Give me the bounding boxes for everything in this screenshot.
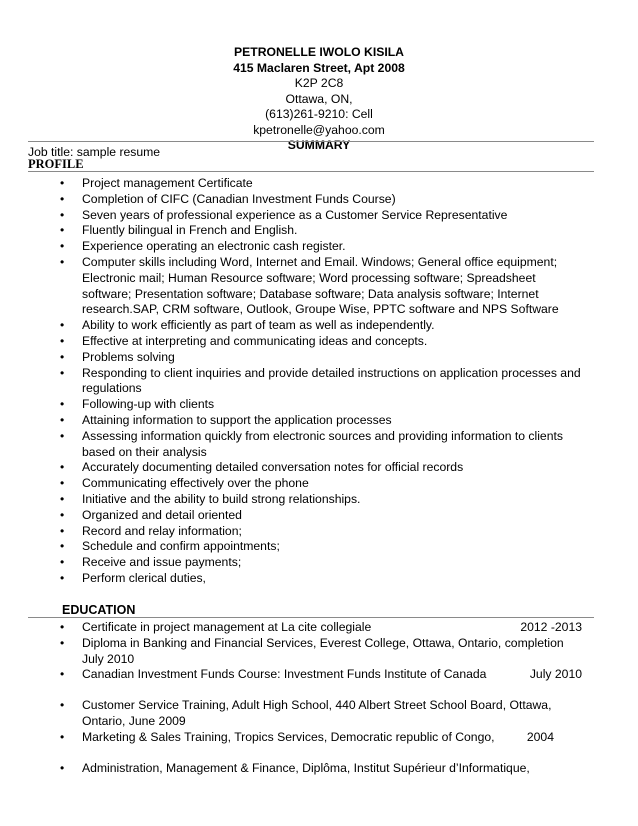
- bullet-icon: •: [60, 428, 65, 443]
- resume-header: [0, 45, 638, 154]
- summary-heading: SUMMARY: [287, 138, 351, 152]
- list-item: • Following-up with clients: [60, 397, 215, 412]
- bullet-icon: •: [60, 760, 65, 775]
- list-item: • Seven years of professional experience as a Customer Service Representative: [60, 207, 508, 222]
- list-item: • Accurately documenting detailed conversation notes for official records: [60, 460, 464, 475]
- list-item: • Attaining information to support the application processes: [60, 412, 392, 427]
- list-item: • 2012 -2013 Certificate in project management at La cite collegiale: [60, 620, 582, 634]
- list-item: • Diploma in Banking and Financial Services, Everest College, Ottawa, Ontario, completion July 2010: [60, 635, 564, 666]
- list-item: • Experience operating an electronic cash register.: [60, 239, 346, 254]
- bullet-icon: •: [60, 635, 65, 650]
- list-item: • Perform clerical duties,: [60, 570, 206, 585]
- bullet-icon: •: [60, 191, 65, 206]
- bullet-icon: •: [60, 476, 65, 491]
- list-item: • Computer skills including Word, Internet and Email. Windows; General office equipment; Electronic mail; Human Resource software; Word processing software; Spreadsheet software; Presentation software; Database software; Data analysis software; Internet research.SAP, CRM software, Outlook, Groupe Wise, PPTC software and NPS Software: [60, 254, 559, 317]
- list-item: • Ability to work efficiently as part of team as well as independently.: [60, 318, 435, 333]
- education-year: 2004: [526, 729, 554, 744]
- bullet-icon: •: [60, 491, 65, 506]
- list-item: • Responding to client inquiries and provide detailed instructions on application processes and regulations: [60, 365, 581, 396]
- bullet-icon: •: [60, 412, 65, 427]
- bullet-icon: •: [60, 365, 65, 380]
- list-item: • Record and relay information;: [60, 523, 242, 538]
- list-item: • Problems solving: [60, 349, 175, 364]
- list-item: • July 2010 Canadian Investment Funds Course: Investment Funds Institute of Canada: [60, 667, 582, 682]
- postal-code: K2P 2C8: [294, 76, 344, 90]
- list-item: • Customer Service Training, Adult High School, 440 Albert Street School Board, Ottawa, Ontario, June 2009: [60, 698, 552, 728]
- bullet-icon: •: [60, 349, 65, 364]
- bullet-icon: •: [60, 620, 65, 634]
- bullet-icon: •: [60, 507, 65, 522]
- bullet-icon: •: [60, 698, 65, 713]
- bullet-icon: •: [60, 333, 65, 348]
- list-item: • Receive and issue payments;: [60, 555, 242, 570]
- profile-divider: [28, 171, 594, 172]
- bullet-icon: •: [60, 239, 65, 254]
- bullet-icon: •: [60, 667, 65, 682]
- list-item: • Initiative and the ability to build strong relationships.: [60, 491, 361, 506]
- city: Ottawa, ON,: [285, 91, 353, 106]
- bullet-icon: •: [60, 254, 65, 269]
- education-year: 2012 -2013: [520, 620, 582, 634]
- bullet-icon: •: [60, 223, 65, 238]
- bullet-icon: •: [60, 176, 65, 190]
- profile-list: [0, 176, 582, 587]
- list-item: • Schedule and confirm appointments;: [60, 539, 280, 554]
- education-list: [0, 620, 582, 776]
- phone: (613)261-9210: Cell: [265, 107, 373, 121]
- bullet-icon: •: [60, 555, 65, 570]
- applicant-name: PETRONELLE IWOLO KISILA: [234, 45, 404, 59]
- profile-heading: PROFILE: [28, 157, 84, 171]
- education-heading: EDUCATION: [62, 603, 136, 617]
- bullet-icon: •: [60, 318, 65, 333]
- list-item: • Organized and detail oriented: [60, 507, 242, 522]
- list-item: • Project management Certificate: [60, 176, 253, 190]
- bullet-icon: •: [60, 523, 65, 538]
- list-item: • Assessing information quickly from electronic sources and providing information to clients based on their analysis: [60, 428, 563, 459]
- street-address: 415 Maclaren Street, Apt 2008: [233, 60, 405, 75]
- bullet-icon: •: [60, 397, 65, 412]
- list-item: • Administration, Management & Finance, Diplôma, Institut Supérieur d’Informatique,: [60, 760, 530, 775]
- list-spacer: [0, 683, 582, 698]
- bullet-icon: •: [60, 539, 65, 554]
- list-item: • 2004 Marketing & Sales Training, Tropics Services, Democratic republic of Congo,: [0, 730, 582, 746]
- bullet-icon: •: [60, 729, 65, 744]
- email: kpetronelle@yahoo.com: [253, 122, 385, 137]
- list-spacer: [0, 746, 582, 761]
- list-item: • Fluently bilingual in French and English.: [60, 223, 298, 238]
- education-divider: [28, 617, 594, 618]
- list-item: • Communicating effectively over the phone: [60, 476, 309, 491]
- bullet-icon: •: [60, 570, 65, 585]
- bullet-icon: •: [60, 207, 65, 222]
- bullet-icon: •: [60, 460, 65, 475]
- job-title: Job title: sample resume: [28, 145, 161, 159]
- list-item: • Completion of CIFC (Canadian Investment Funds Course): [60, 191, 396, 206]
- list-item: • Effective at interpreting and communicating ideas and concepts.: [60, 333, 428, 348]
- summary-divider: [28, 141, 594, 142]
- education-year: July 2010: [529, 667, 582, 682]
